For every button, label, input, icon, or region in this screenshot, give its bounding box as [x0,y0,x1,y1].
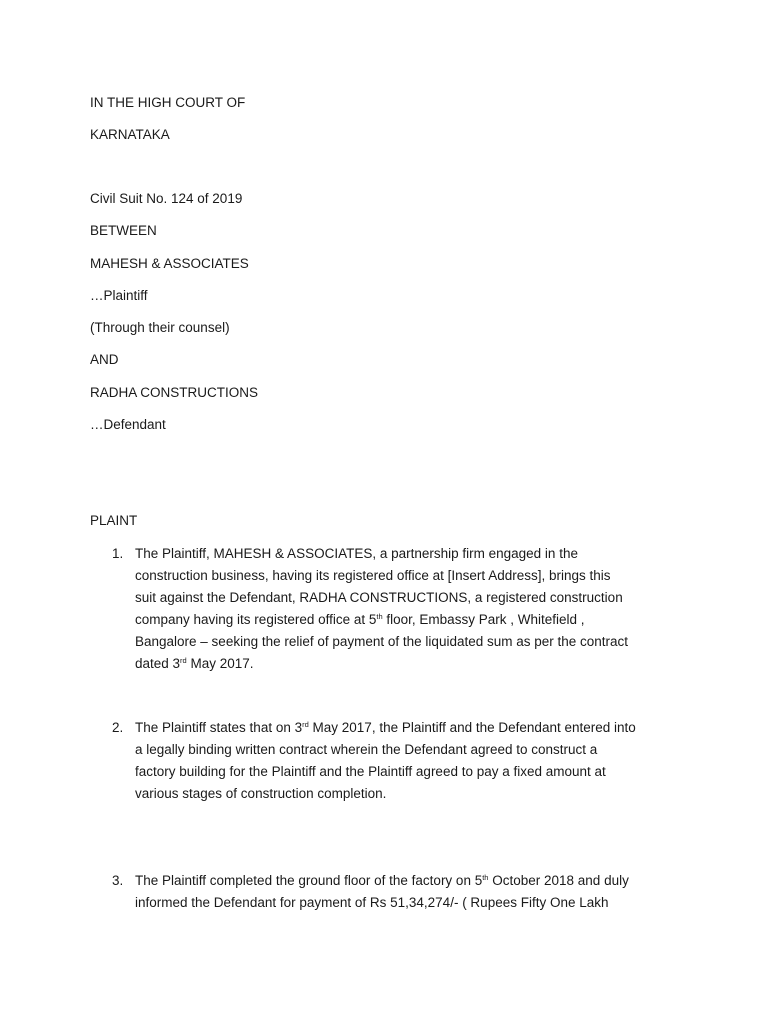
court-name-line1: IN THE HIGH COURT OF [90,95,246,110]
text-run: company having its registered office at 5 [135,612,377,627]
paragraph-line: suit against the Defendant, RADHA CONSTRUCTIONS, a registered construction [135,590,623,605]
text-run: October 2018 and duly [488,873,629,888]
paragraph-line [135,609,680,631]
paragraph-line: The Plaintiff, MAHESH & ASSOCIATES, a partnership firm engaged in the [135,546,578,561]
text-run: May 2017, the Plaintiff and the Defendant entered into [308,720,636,735]
list-item-number: 2. [112,720,124,735]
paragraph-line [135,870,680,892]
court-name-line2: KARNATAKA [90,127,170,142]
list-item-number: 1. [112,546,124,561]
between-label: BETWEEN [90,223,157,238]
paragraph-line: construction business, having its registered office at [Insert Address], brings this [135,568,611,583]
plaintiff-name: MAHESH & ASSOCIATES [90,256,249,271]
ordinal-suffix: th [376,612,383,621]
plaint-title: PLAINT [90,513,138,528]
paragraph-line: informed the Defendant for payment of Rs 51,34,274/- ( Rupees Fifty One Lakh [135,895,609,910]
plaintiff-role: …Plaintiff [90,288,148,303]
text-run: dated 3 [135,656,181,671]
counsel-note: (Through their counsel) [90,320,230,335]
paragraph-line [135,717,680,739]
paragraph-line: factory building for the Plaintiff and the Plaintiff agreed to pay a fixed amount at [135,764,606,779]
list-item [135,543,680,675]
text-run: The Plaintiff completed the ground floor of the factory on 5 [135,873,483,888]
ordinal-suffix: th [482,873,489,882]
paragraph-line: various stages of construction completion. [135,786,387,801]
and-label: AND [90,352,119,367]
text-run: floor, Embassy Park , Whitefield , [382,612,585,627]
suit-number: Civil Suit No. 124 of 2019 [90,191,243,206]
ordinal-suffix: rd [302,720,309,729]
text-run: The Plaintiff states that on 3 [135,720,303,735]
defendant-name: RADHA CONSTRUCTIONS [90,385,259,400]
paragraph-line: a legally binding written contract wherein the Defendant agreed to construct a [135,742,598,757]
text-run: May 2017. [186,656,254,671]
paragraph-line [135,653,680,675]
defendant-role: …Defendant [90,417,166,432]
list-item [135,717,680,805]
list-item [135,870,680,914]
list-item-number: 3. [112,873,124,888]
ordinal-suffix: rd [180,656,187,665]
paragraph-line: Bangalore – seeking the relief of payment of the liquidated sum as per the contract [135,634,629,649]
